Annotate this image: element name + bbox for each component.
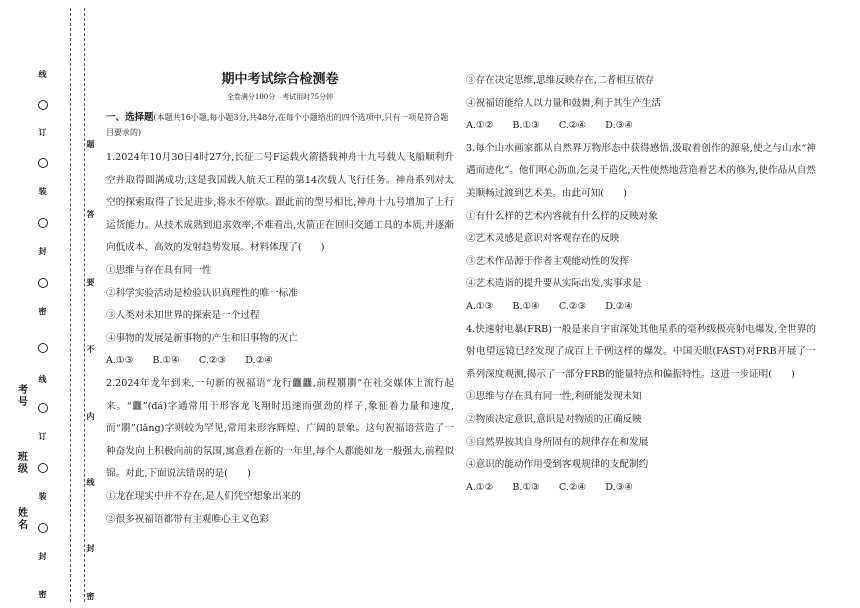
question-stem: 3.每个山水画家都从自然界万物形态中获得感悟,汲取着创作的源泉,使之与山水“神遇而迹化”。他们呕心沥血,乞灵于造化,天性使然地营造着艺术的修为,使作品从自然美顺畅过渡到艺术美。由此可知( ) [466,142,816,199]
binding-hole-icon [38,218,48,228]
answer-choices: A.①③ B.①④ C.②③ D.②④ [106,355,273,367]
margin-cut-label: 订 [38,432,47,441]
question-option: ③人类对未知世界的探索是一个过程 [106,310,260,322]
margin-cut-label: 封 [38,247,47,256]
question-2-continued [466,70,816,138]
margin-hint-label: 内 [86,412,95,421]
question-stem: 2.2024年龙年到来,一句新的祝福语“龙行龘龘,前程朤朤”在社交媒体上流行起来。“龘”(dá)字通常用于形容龙飞翔时迅速而强劲的样子,象征着力量和速度,而“朤”(lǎng)字则较为罕见,常用来形容辉煌、广阔的景象。这句祝福语营造了一种奋发向上积极向前的氛围,寓意着在新的一年里,每个人都能如龙一般强大,前程似锦。对此,下面说法错误的是( ) [106,377,454,480]
answer-choices: A.①③ B.①④ C.②③ D.②④ [466,300,633,312]
question-option: ②艺术灵感是意识对客观存在的反映 [466,233,620,245]
binding-hole-icon [38,523,48,533]
question-option: ①思维与存在具有同一性 [106,264,212,276]
cut-line-dashed [70,8,71,602]
question-option: ①龙在现实中并不存在,是人们凭空想象出来的 [106,490,301,502]
section-heading [106,110,454,140]
student-name-label: 姓名 [18,508,28,531]
question-option: ④意识的能动作用受到客观规律的支配制约 [466,459,649,471]
margin-hint-label: 答 [86,210,95,219]
question-option: ③自然界按其自身所固有的规律存在和发展 [466,436,649,448]
section-note: (本题共16小题,每小题3分,共48分,在每个小题给出的四个选项中,只有一项是符合题目要求的) [106,113,449,137]
class-label: 班级 [18,452,28,475]
margin-cut-label: 线 [38,375,47,384]
margin-cut-label: 密 [38,590,47,599]
exam-number-label: 考号 [18,385,28,408]
exam-subtitle: 全卷满分100分 考试用时75分钟 [226,93,334,101]
question-option: ①思维与存在具有同一性,利研能发现未知 [466,391,642,403]
left-column [106,62,454,531]
question-option: ②科学实验活动是检验认识真理性的唯一标准 [106,287,298,299]
question-option: ③艺术作品源于作者主观能动性的发挥 [466,255,630,267]
question-option: ④事物的发展是新事物的产生和旧事物的灭亡 [106,332,298,344]
margin-cut-label: 封 [38,552,47,561]
margin-cut-label: 装 [38,187,47,196]
binding-hole-icon [38,463,48,473]
binding-margin [0,0,100,608]
margin-cut-label: 线 [38,70,47,79]
answer-choices: A.①② B.①③ C.②④ D.③④ [466,481,633,493]
answer-choices: A.①② B.①③ C.②④ D.③④ [466,120,633,132]
binding-hole-icon [38,278,48,288]
question-option: ④艺术造诣的提升要从实际出发,实事求是 [466,278,642,290]
question-4 [466,319,816,500]
binding-hole-icon [38,100,48,110]
question-option: ④祝福语能给人以力量和鼓舞,利于其生产生活 [466,97,661,109]
margin-hint-label: 密 [86,592,95,601]
question-option: ②物质决定意识,意识是对物质的正确反映 [466,413,642,425]
binding-hole-icon [38,158,48,168]
page-title: 期中考试综合检测卷 [221,72,339,87]
margin-cut-label: 装 [38,492,47,501]
question-option: ①有什么样的艺术内容就有什么样的反映对象 [466,210,658,222]
binding-hole-icon [38,403,48,413]
margin-hint-label: 封 [86,544,95,553]
question-3 [466,138,816,319]
question-stem: 4.快速射电暴(FRB)一般是来自宇宙深处其他星系的毫秒级极亮射电爆发,全世界的射电望远镜已经发现了成百上千例这样的爆发。中国天眼(FAST)对FRB开展了一系列深度观测,揭示了一部分FRB的能量特点和偏振特性。这进一步证明( ) [466,323,816,380]
question-1 [106,147,454,373]
question-2 [106,373,454,531]
margin-hint-label: 要 [86,278,95,287]
binding-hole-icon [38,343,48,353]
fold-line-dashed [84,8,85,602]
question-option: ③存在决定思维,思维反映存在,二者相互依存 [466,75,655,86]
margin-hint-label: 题 [86,140,95,149]
margin-hint-label: 不 [86,345,95,354]
margin-hint-label: 线 [86,478,95,487]
margin-cut-label: 密 [38,307,47,316]
question-stem: 1.2024年10月30日4时27分,长征二号F运载火箭搭载神舟十九号载人飞船顺利升空并取得圆满成功,这是我国载人航天工程的第14次载人飞行任务。神舟系列对太空的探索取得了长足进步,将永不停歇。跟此前的型号相比,神舟十九号增加了上行运货能力。从技术成熟到追求效率,不难看出,火箭正在回归交通工具的本质,并逐渐向低成本、高效的发射趋势发展。材料体现了( ) [106,152,454,254]
margin-cut-label: 订 [38,128,47,137]
right-column [466,70,816,499]
question-option: ②很多祝福语都带有主观唯心主义色彩 [106,513,270,525]
section-title: 一、选择题 [106,112,154,123]
